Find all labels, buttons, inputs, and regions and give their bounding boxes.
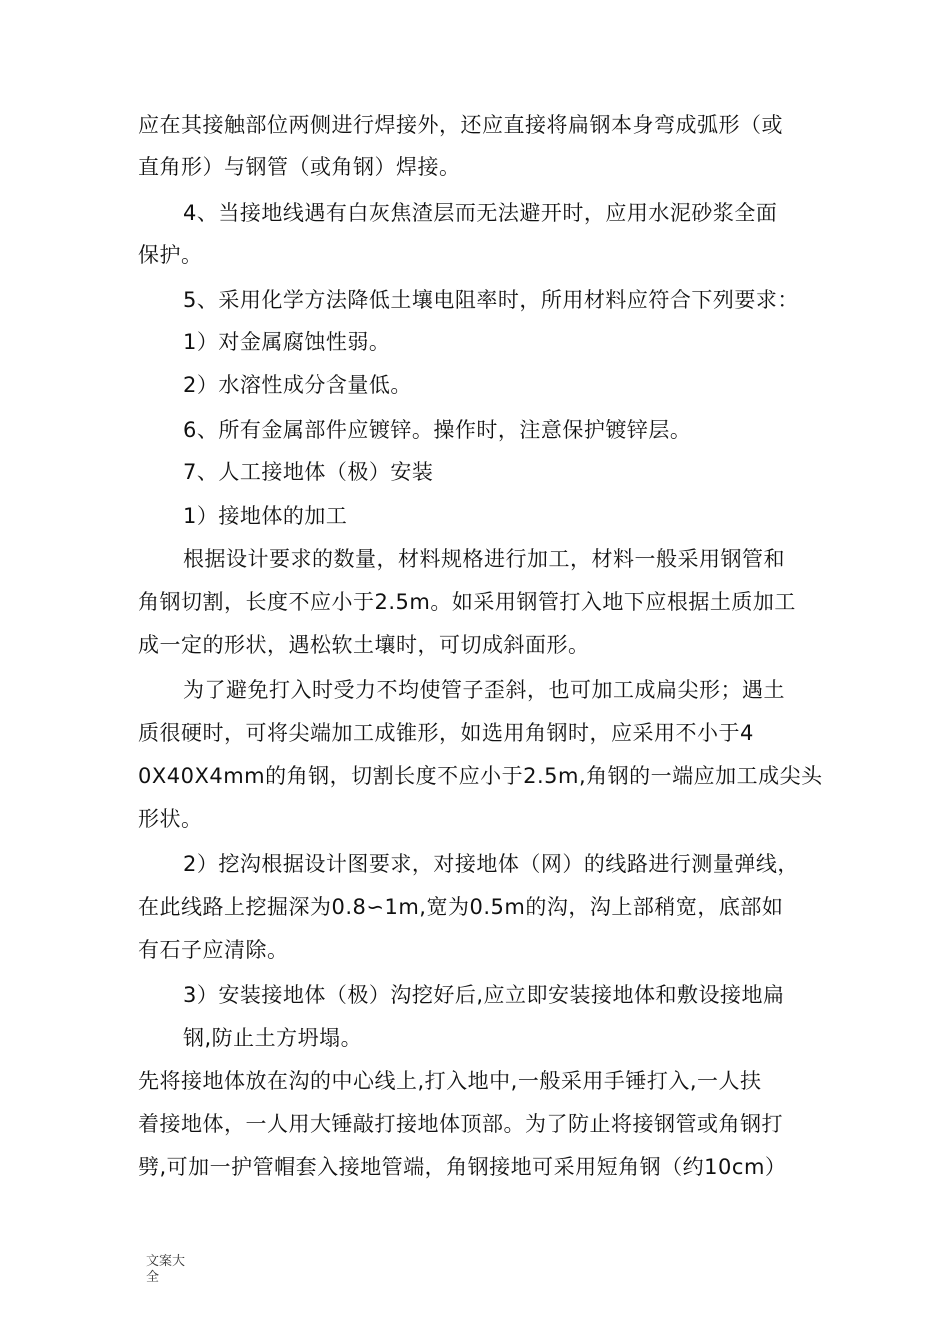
text-line: 1）接地体的加工 (183, 504, 348, 528)
text-line: 角钢切割，长度不应小于2.5m。如采用钢管打入地下应根据土质加工 (138, 590, 796, 614)
text-line: 着接地体，一人用大锤敲打接地体顶部。为了防止将接钢管或角钢打 (138, 1112, 783, 1136)
text-line: 成一定的形状，遇松软土壤时，可切成斜面形。 (138, 633, 590, 657)
text-line: 有石子应清除。 (138, 938, 289, 962)
text-line: 劈,可加一护管帽套入接地管端，角钢接地可采用短角钢（约10cm） (138, 1155, 787, 1179)
text-line: 保护。 (138, 243, 203, 267)
text-line: 应在其接触部位两侧进行焊接外，还应直接将扁钢本身弯成弧形（或 (138, 113, 783, 137)
text-line: 先将接地体放在沟的中心线上,打入地中,一般采用手锤打入,一人扶 (138, 1069, 762, 1093)
text-line: 直角形）与钢管（或角钢）焊接。 (138, 155, 461, 179)
text-line: 钢,防止土方坍塌。 (183, 1026, 363, 1050)
text-line: 3）安装接地体（极）沟挖好后,应立即安装接地体和敷设接地扁 (183, 983, 785, 1007)
text-line: 形状。 (138, 807, 203, 831)
text-line: 6、所有金属部件应镀锌。操作时，注意保护镀锌层。 (183, 418, 692, 442)
text-line: 2）水溶性成分含量低。 (183, 373, 412, 397)
text-line: 7、人工接地体（极）安装 (183, 460, 434, 484)
page-footer: 文案大全 (146, 1254, 186, 1285)
text-line: 根据设计要求的数量，材料规格进行加工，材料一般采用钢管和 (183, 547, 785, 571)
text-line: 2）挖沟根据设计图要求，对接地体（网）的线路进行测量弹线， (183, 852, 799, 876)
text-line: 为了避免打入时受力不均使管子歪斜，也可加工成扁尖形；遇土 (183, 678, 785, 702)
text-line: 在此线路上挖掘深为0.8∽1m,宽为0.5m的沟，沟上部稍宽，底部如 (138, 895, 784, 919)
text-line: 质很硬时，可将尖端加工成锥形，如选用角钢时，应采用不小于4 (138, 721, 754, 745)
text-line: 5、采用化学方法降低土壤电阻率时，所用材料应符合下列要求： (183, 288, 799, 312)
text-line: 1）对金属腐蚀性弱。 (183, 330, 391, 354)
text-line: 4、当接地线遇有白灰焦渣层而无法避开时，应用水泥砂浆全面 (183, 201, 778, 225)
text-line: 0X40X4mm的角钢，切割长度不应小于2.5m,角钢的一端应加工成尖头 (138, 764, 823, 788)
